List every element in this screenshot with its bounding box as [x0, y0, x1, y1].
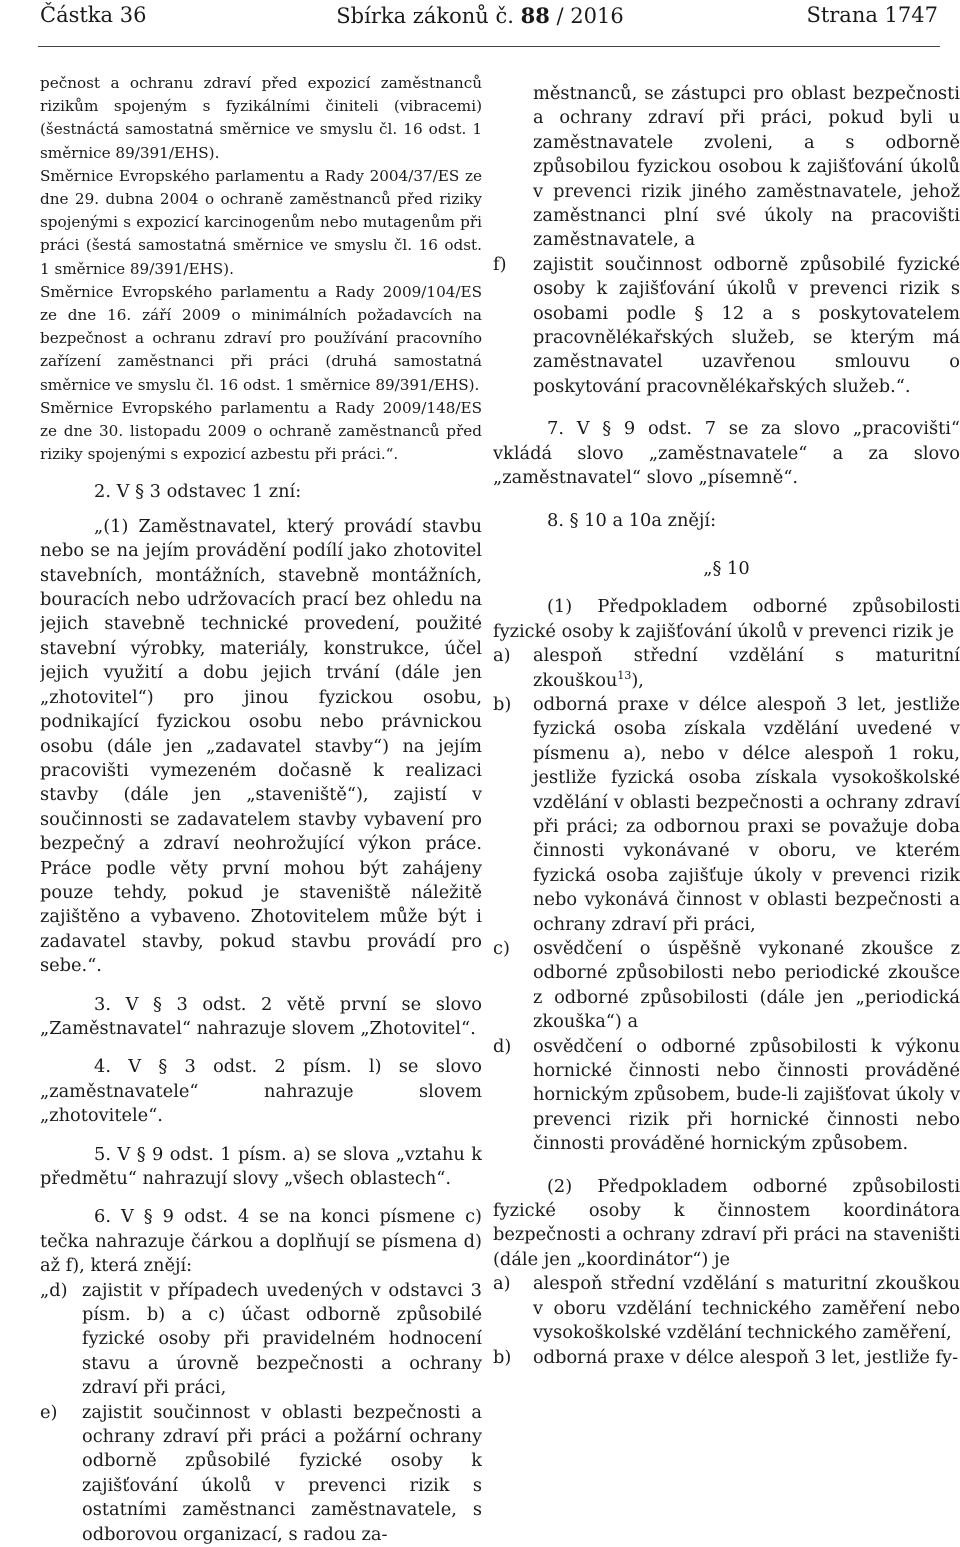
point-2-heading: 2. V § 3 odstavec 1 zní:	[94, 481, 302, 503]
point-6: 6. V § 9 odst. 4 se na konci písmene c) tečka nahrazuje čárkou a doplňují se písmena d) až f), která znějí:	[40, 1206, 482, 1277]
point-8: 8. § 10 a 10a znějí:	[547, 509, 717, 531]
para1-label-a: a)	[493, 645, 511, 667]
point-3: 3. V § 3 odst. 2 větě první se slovo „Zaměstnavatel“ nahrazuje slovem „Zhotovitel“.	[40, 993, 482, 1039]
para1-item-c	[493, 937, 960, 1035]
list-item-d	[40, 1279, 482, 1401]
point-5: 5. V § 9 odst. 1 písm. a) se slova „vztahu k předmětu“ nahrazují slovy „všech oblastech“.	[40, 1143, 482, 1190]
para1-text-d: osvědčení o odborné způsobilosti k výkonu hornické činnosti nebo činnosti prováděné hornickým způsobem, bude-li zajišťovat úkoly v prevenci rizik při hornické činnosti nebo činnosti prováděné hornickým způsobem.	[533, 1035, 960, 1155]
list-item-e-cont	[493, 82, 960, 253]
para1-end-a: ),	[631, 669, 644, 691]
section-10-para-1: (1) Předpokladem odborné způsobilosti fyzické osoby k zajišťování úkolů v prevenci rizik je	[493, 596, 960, 642]
directive-2004-37: Směrnice Evropského parlamentu a Rady 2004/37/ES ze dne 29. dubna 2004 o ochraně zaměstnanců před riziky spojenými s expozicí karcinogenům nebo mutagenům při práci (šestá samostatná směrnice ve smyslu čl. 16 odst. 1 směrnice 89/391/EHS).	[40, 166, 482, 278]
point-2-text: „(1) Zaměstnavatel, který provádí stavbu nebo se na jejím provádění podílí jako zhotovitel stavebních, montážních, stavebně montážních, bouracích nebo udržovacích prací bez ohledu na jejich stavebně technické provedení, použité stavební výrobky, materiály, konstrukce, účel jejich využití a dobu jejich trvání (dále jen „zhotovitel“) pro jinou fyzickou osobu, podnikající fyzickou osobu nebo právnickou osobu (dále jen „zadavatel stavby“) na jejím pracovišti vymezeném dočasně k realizaci stavby (dále jen „staveniště“), zajistí v součinnosti se zadavatelem stavby vybavení pro bezpečný a zdraví neohrožující výkon práce. Práce podle věty první mohou být zahájeny pouze tehdy, pokud je staveniště náležitě zajištěno a vybaveno. Zhotovitelem může být i zadavatel stavby, pokud stavbu provádí pro sebe.“.	[40, 515, 482, 977]
para1-label-c: c)	[493, 938, 510, 959]
directive-2009-148: Směrnice Evropského parlamentu a Rady 2009/148/ES ze dne 30. listopadu 2009 o ochraně zaměstnanců před riziky spojenými s expozicí azbestu při práci.“.	[40, 398, 482, 464]
list-item-e	[40, 1401, 482, 1547]
footnote-ref-13: 13	[617, 668, 632, 682]
issue-number: Částka 36	[40, 3, 147, 27]
para2-item-b	[493, 1346, 960, 1370]
para2-label-b: b)	[493, 1346, 512, 1368]
list-label-f: f)	[493, 253, 507, 275]
para1-label-b: b)	[493, 693, 512, 715]
section-10-para-2: (2) Předpokladem odborné způsobilosti fyzické osoby k činnostem koordinátora bezpečnosti a ochrany zdraví při práci na staveništi (dále jen „koordinátor“) je	[493, 1175, 960, 1270]
list-text-e-cont: městnanců, se zástupci pro oblast bezpečnosti a ochrany zdraví při práci, pokud byli u zaměstnavatele zvoleni, a s odborně způsobilou fyzickou osobou k zajišťování úkolů v prevenci rizik jiného zaměstnavatele, jehož zaměstnanci plní své úkoly na pracovišti zaměstnavatele, a	[533, 83, 960, 251]
para1-text-b: odborná praxe v délce alespoň 3 let, jestliže fyzická osoba získala vzdělání uvedené v písmenu a), nebo v délce alespoň 1 roku, jestliže fyzická osoba získala vysokoškolské vzdělání v oblasti bezpečnosti a ochrany zdraví při práci; za odbornou praxi se považuje doba činnosti vykonávané v oboru, ve kterém fyzická osoba zajišťuje úkoly v prevenci rizik nebo vykonává činnost v oblasti bezpečnosti a ochrany zdraví při práci,	[533, 693, 960, 935]
directive-cont: pečnost a ochranu zdraví před expozicí zaměstnanců rizikům spojeným s fyzikálními činiteli (vibracemi) (šestnáctá samostatná směrnice ve smyslu čl. 16 odst. 1 směrnice 89/391/EHS).	[40, 74, 482, 162]
para2-text-b: odborná praxe v délce alespoň 3 let, jestliže fy-	[533, 1346, 959, 1368]
para1-item-b	[493, 693, 960, 937]
page-number: Strana 1747	[806, 3, 938, 27]
directive-2009-104: Směrnice Evropského parlamentu a Rady 2009/104/ES ze dne 16. září 2009 o minimálních požadavcích na bezpečnost a ochranu zdraví pro používání pracovního zařízení zaměstnanci při práci (druhá samostatná směrnice ve smyslu čl. 16 odst. 1 směrnice 89/391/EHS).	[40, 282, 482, 394]
para1-item-a	[493, 644, 960, 693]
collection-suffix: / 2016	[556, 4, 624, 28]
point-4: 4. V § 3 odst. 2 písm. l) se slovo „zaměstnavatele“ nahrazuje slovem „zhotovitele“.	[40, 1056, 482, 1127]
para1-text-a: alespoň střední vzdělání s maturitní zkouškou	[533, 645, 960, 691]
para2-item-a	[493, 1272, 960, 1345]
list-text-f: zajistit součinnost odborně způsobilé fyzické osoby k zajišťování úkolů v prevenci rizik s osobami podle § 12 a s poskytovatelem pracovnělékařských služeb, se kterým má zaměstnavatel uzavřenou smlouvu o poskytování pracovnělékařských služeb.“.	[533, 253, 960, 397]
list-text-d: zajistit v případech uvedených v odstavci 3 písm. b) a c) účast odborně způsobilé fyzické osoby při pravidelném hodnocení stavu a úrovně bezpečnosti a ochrany zdraví při práci,	[82, 1279, 482, 1399]
left-column	[40, 72, 482, 1547]
collection-prefix: Sbírka zákonů č.	[336, 4, 514, 28]
header-divider	[38, 46, 940, 47]
point-7: 7. V § 9 odst. 7 se za slovo „pracovišti“ vkládá slovo „zaměstnavatele“ a za slovo „zaměstnavatel“ slovo „písemně“.	[493, 418, 960, 489]
para1-text-c: osvědčení o úspěšně vykonané zkoušce z odborné způsobilosti nebo periodické zkoušce z odborné způsobilosti (dále jen „periodická zkouška“) a	[533, 938, 960, 1033]
right-column	[493, 82, 960, 1370]
list-label-e: e)	[40, 1401, 58, 1423]
para2-text-a: alespoň střední vzdělání s maturitní zkouškou v oboru vzdělání technického zaměření nebo vysokoškolské vzdělání technického zaměření,	[533, 1273, 960, 1344]
list-label-d: „d)	[40, 1279, 68, 1301]
section-10-title: „§ 10	[703, 557, 750, 579]
list-item-f	[493, 253, 960, 399]
list-text-e: zajistit součinnost v oblasti bezpečnosti a ochrany zdraví při práci a požární ochrany odborně způsobilé fyzické osoby k zajišťování úkolů v prevenci rizik s ostatními zaměstnanci zaměstnavatele, s odborovou organizací, s radou za-	[82, 1401, 482, 1545]
para1-item-d	[493, 1035, 960, 1157]
para2-label-a: a)	[493, 1273, 511, 1295]
law-number: 88	[520, 3, 550, 28]
para1-label-d: d)	[493, 1035, 512, 1057]
page-header	[0, 0, 960, 40]
